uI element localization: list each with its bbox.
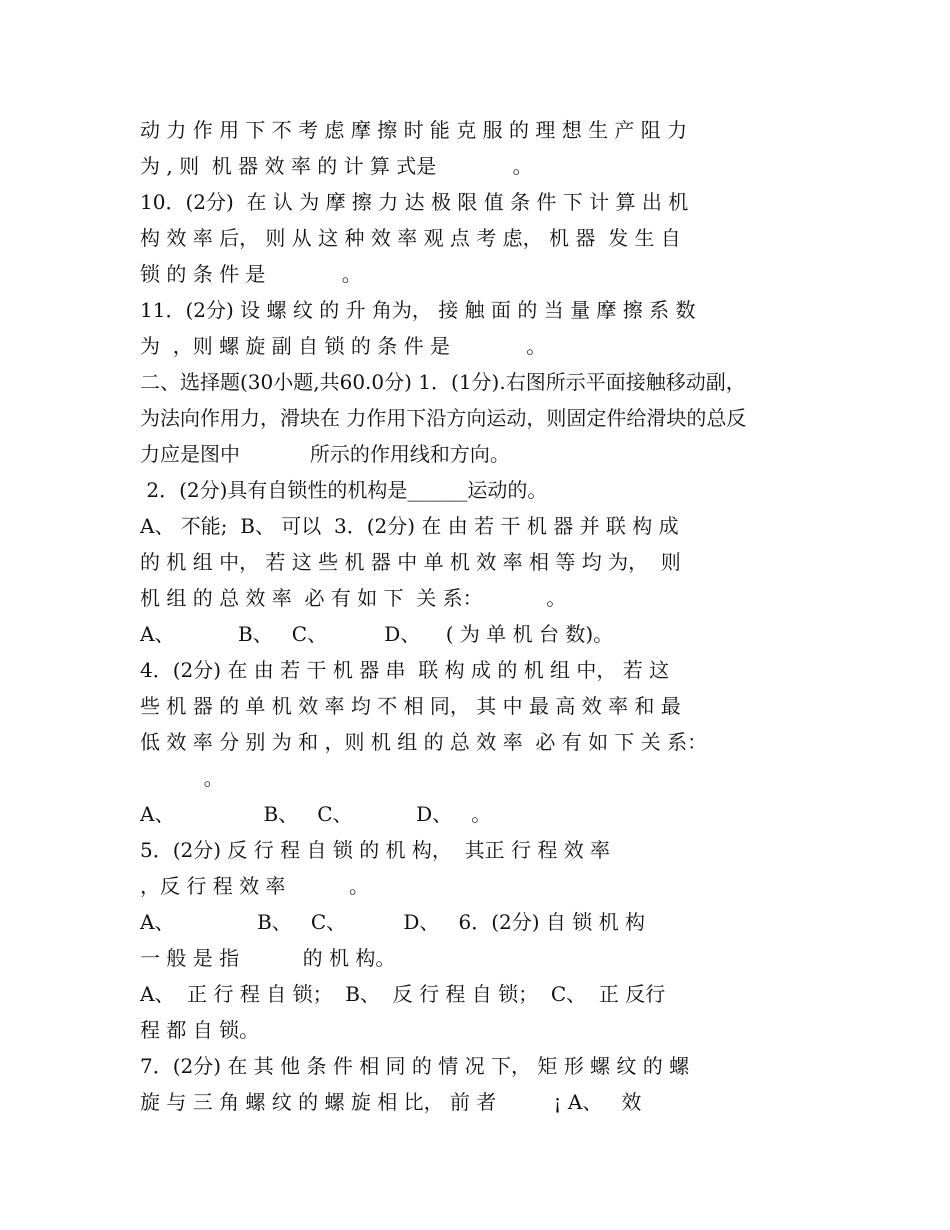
text-line: A、 正 行 程 自 锁； B、 反 行 程 自 锁； C、 正 反行	[140, 982, 666, 1006]
text-line: A、 B、 C、 D、 6．(2分) 自 锁 机 构	[140, 910, 645, 934]
text-line: A、 B、 C、 D、 。	[140, 802, 492, 826]
text-line: 二、选择题(30小题,共60.0分) 1．(1分).右图所示平面接触移动副，	[140, 370, 746, 394]
text-line: 一 般 是 指 的 机 构。	[140, 946, 396, 970]
text-line: A、 不能; B、 可以 3．(2分) 在 由 若 干 机 器 并 联 构 成	[140, 514, 679, 538]
text-line: 。	[140, 766, 224, 790]
text-line: 程 都 自 锁。	[140, 1018, 260, 1042]
text-line: 的 机 组 中， 若 这 些 机 器 中 单 机 效 率 相 等 均 为， 则	[140, 550, 681, 574]
text-line: 为 , 则 机 器 效 率 的 计 算 式是 。	[140, 154, 533, 178]
text-line: 为法向作用力，滑块在 力作用下沿方向运动，则固定件给滑块的总反	[140, 406, 747, 430]
text-line: 为 ，则 螺 旋 副 自 锁 的 条 件 是 。	[140, 334, 547, 358]
text-line: 构 效 率 后， 则 从 这 种 效 率 观 点 考 虑， 机 器 发 生 自	[140, 226, 681, 250]
text-line: 7．(2分) 在 其 他 条 件 相 同 的 情 况 下， 矩 形 螺 纹 的 螺	[140, 1054, 690, 1078]
text-line: 锁 的 条 件 是 。	[140, 262, 362, 286]
text-line: 10．(2分) 在 认 为 摩 擦 力 达 极 限 值 条 件 下 计 算 出 机	[140, 190, 689, 214]
text-line: ，反 行 程 效 率 。	[140, 874, 370, 898]
text-line: 2．(2分)具有自锁性的机构是______运动的。	[140, 478, 548, 502]
text-line: 旋 与 三 角 螺 纹 的 螺 旋 相 比， 前 者 ¡ A、 效	[140, 1090, 642, 1114]
text-line: 11．(2分) 设 螺 纹 的 升 角为， 接 触 面 的 当 量 摩 擦 系 数	[140, 298, 696, 322]
text-line: 4．(2分) 在 由 若 干 机 器 串 联 构 成 的 机 组 中， 若 这	[140, 658, 670, 682]
text-line: 低 效 率 分 别 为 和 ，则 机 组 的 总 效 率 必 有 如 下 关 系：	[140, 730, 708, 754]
text-line: 5．(2分) 反 行 程 自 锁 的 机 构， 其正 行 程 效 率	[140, 838, 611, 862]
text-line: 动 力 作 用 下 不 考 虑 摩 擦 时 能 克 服 的 理 想 生 产 阻 力	[140, 118, 688, 142]
text-line: 力应是图中 所示的作用线和方向。	[140, 442, 510, 466]
text-line: 机 组 的 总 效 率 必 有 如 下 关 系： 。	[140, 586, 567, 610]
text-line: 些 机 器 的 单 机 效 率 均 不 相 同， 其 中 最 高 效 率 和 最	[140, 694, 681, 718]
text-line: A、 B、 C、 D、 ( 为 单 机 台 数)。	[140, 622, 614, 646]
